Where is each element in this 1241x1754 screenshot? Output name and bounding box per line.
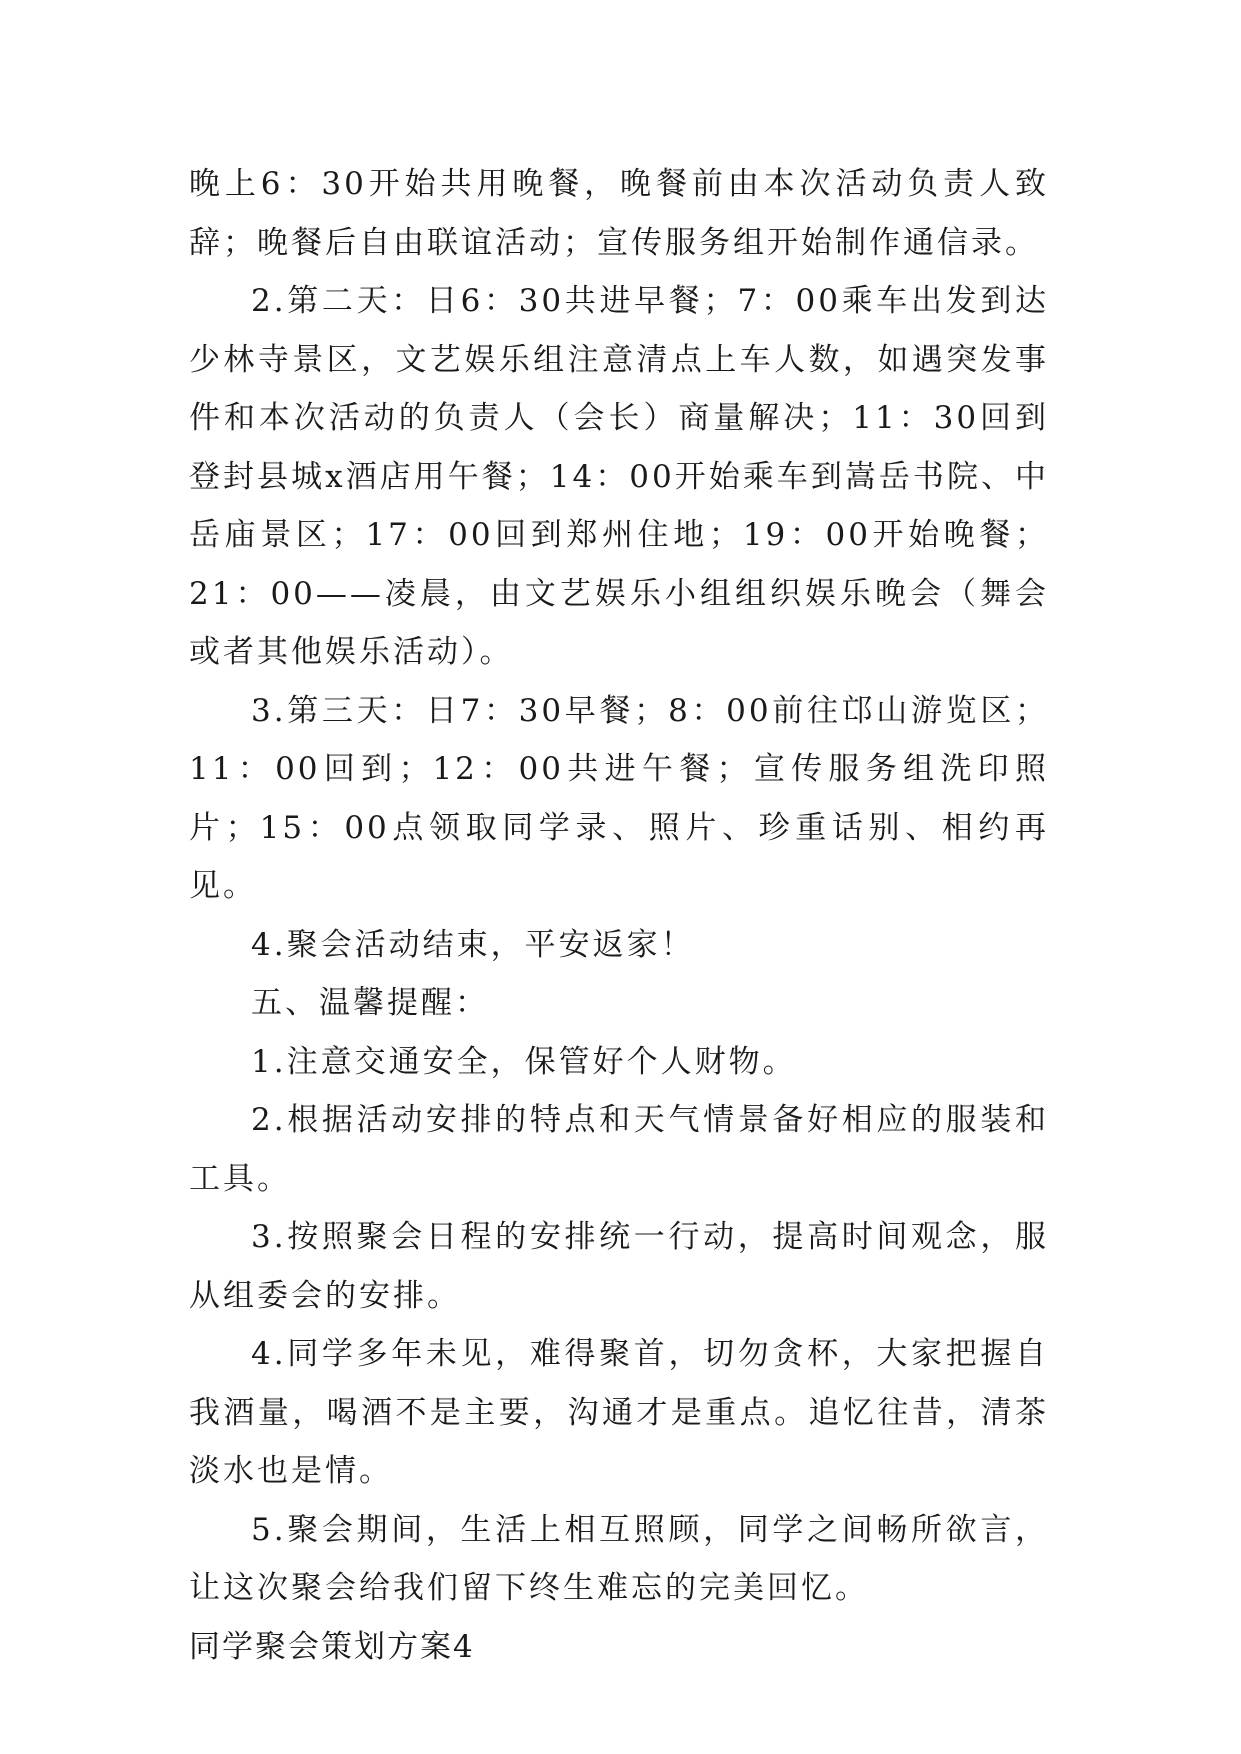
paragraph-day-three: 3.第三天：日7：30早餐；8：00前往邙山游览区；11：00回到；12：00共进午餐；宣传服务组洗印照片；15：00点领取同学录、照片、珍重话别、相约再见。 — [189, 692, 1049, 904]
paragraph-event-end: 4.聚会活动结束，平安返家！ — [251, 926, 695, 963]
section-heading-reminders: 五、温馨提醒： — [251, 985, 489, 1021]
paragraph-day-two: 2.第二天：日6：30共进早餐；7：00乘车出发到达少林寺景区，文艺娱乐组注意清点上车人数，如遇突发事件和本次活动的负责人（会长）商量解决；11：30回到登封县城x酒店用午餐；14：00开始乘车到嵩岳书院、中岳庙景区；17：00回到郑州住地；19：00开始晚餐；21：00——凌晨，由文艺娱乐小组组织娱乐晚会（舞会或者其他娱乐活动）。 — [189, 283, 1049, 670]
reminder-item-1: 1.注意交通安全，保管好个人财物。 — [251, 1043, 797, 1080]
reminder-item-2: 2.根据活动安排的特点和天气情景备好相应的服装和工具。 — [189, 1102, 1049, 1197]
paragraph-dinner: 晚上6：30开始共用晚餐，晚餐前由本次活动负责人致辞；晚餐后自由联谊活动；宣传服务组开始制作通信录。 — [189, 166, 1049, 261]
document-body — [189, 155, 1049, 1676]
section-title: 同学聚会策划方案4 — [189, 1628, 475, 1665]
reminder-item-3: 3.按照聚会日程的安排统一行动，提高时间观念，服从组委会的安排。 — [189, 1219, 1049, 1314]
reminder-item-5: 5.聚会期间，生活上相互照顾，同学之间畅所欲言，让这次聚会给我们留下终生难忘的完美回忆。 — [189, 1511, 1049, 1606]
reminder-item-4: 4.同学多年未见，难得聚首，切勿贪杯，大家把握自我酒量，喝酒不是主要，沟通才是重点。追忆往昔，清茶淡水也是情。 — [189, 1336, 1049, 1489]
